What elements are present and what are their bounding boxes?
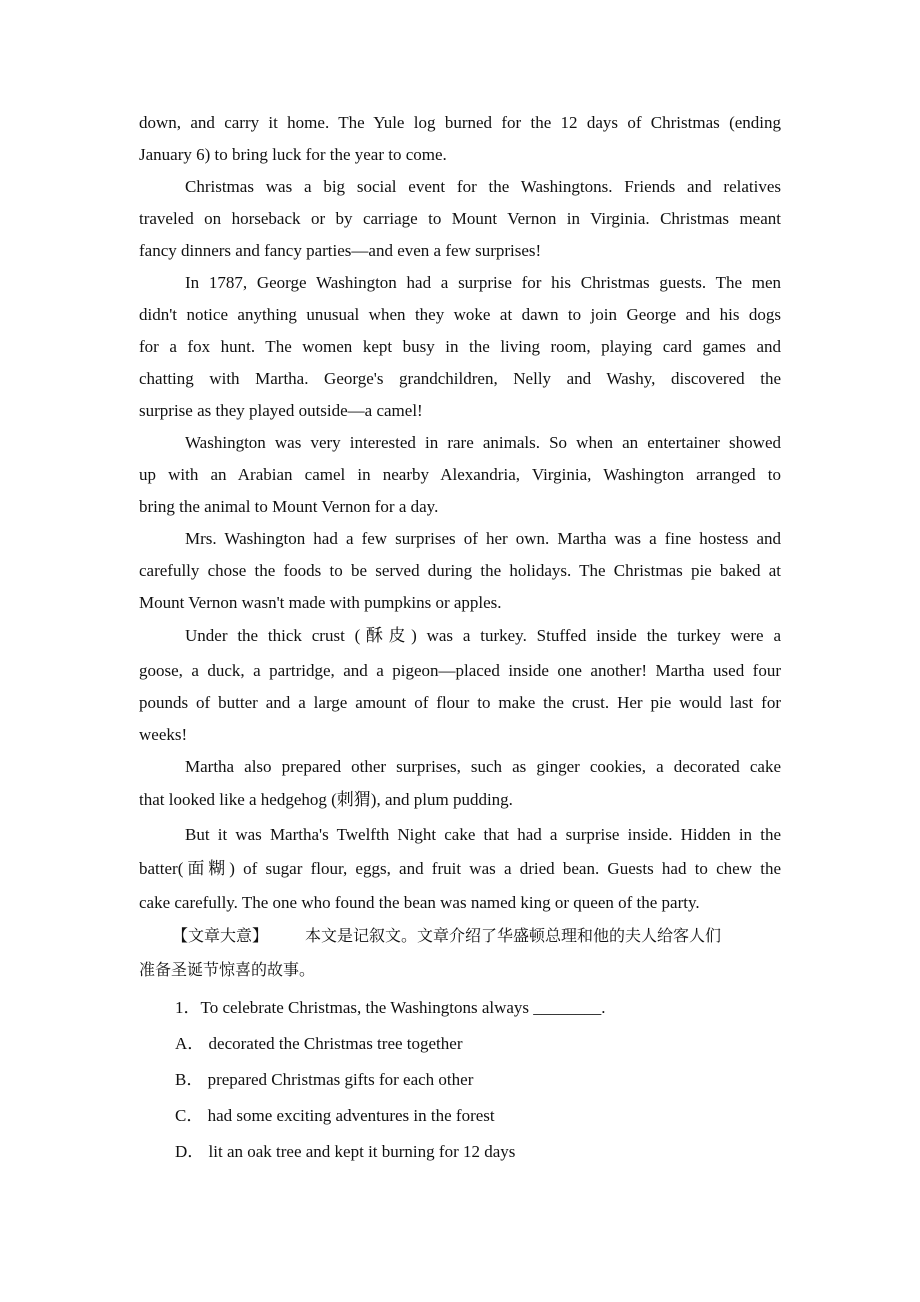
paragraph-4-line-1: Washington was very interested in rare animals. So when an entertainer showed	[185, 433, 781, 452]
summary-text-line-1: 本文是记叙文。文章介绍了华盛顿总理和他的夫人给客人们	[305, 926, 722, 945]
option-c: C． had some exciting adventures in the forest	[175, 1106, 495, 1125]
summary-text-line-2: 准备圣诞节惊喜的故事。	[139, 960, 316, 979]
summary-label: 【文章大意】	[172, 926, 269, 945]
paragraph-7-line-2: that looked like a hedgehog (刺猬), and plum pudding.	[139, 790, 513, 809]
paragraph-3-line-1: In 1787, George Washington had a surprise for his Christmas guests. The men	[185, 273, 781, 292]
option-b: B． prepared Christmas gifts for each other	[175, 1070, 474, 1089]
paragraph-2-line-3: fancy dinners and fancy parties—and even a few surprises!	[139, 241, 542, 260]
paragraph-1-line-1: down, and carry it home. The Yule log burned for the 12 days of Christmas (ending	[139, 113, 781, 132]
paragraph-5-line-2: carefully chose the foods to be served during the holidays. The Christmas pie baked at	[139, 561, 781, 580]
paragraph-8-line-2: batter(面糊) of sugar flour, eggs, and fruit was a dried bean. Guests had to chew the	[139, 859, 781, 878]
paragraph-3-line-5: surprise as they played outside—a camel!	[139, 401, 423, 420]
paragraph-2-line-2: traveled on horseback or by carriage to Mount Vernon in Virginia. Christmas meant	[139, 209, 781, 228]
paragraph-5-line-1: Mrs. Washington had a few surprises of her own. Martha was a fine hostess and	[185, 529, 781, 548]
paragraph-2-line-1: Christmas was a big social event for the Washingtons. Friends and relatives	[185, 177, 781, 196]
question-stem: 1．To celebrate Christmas, the Washingtons always ________.	[175, 998, 606, 1017]
paragraph-7-line-1: Martha also prepared other surprises, such as ginger cookies, a decorated cake	[185, 757, 781, 776]
paragraph-4-line-2: up with an Arabian camel in nearby Alexandria, Virginia, Washington arranged to	[139, 465, 781, 484]
paragraph-6-line-3: pounds of butter and a large amount of flour to make the crust. Her pie would last for	[139, 693, 781, 712]
paragraph-3-line-3: for a fox hunt. The women kept busy in the living room, playing card games and	[139, 337, 781, 356]
paragraph-4-line-3: bring the animal to Mount Vernon for a day.	[139, 497, 439, 516]
paragraph-5-line-3: Mount Vernon wasn't made with pumpkins or apples.	[139, 593, 502, 612]
paragraph-6-line-2: goose, a duck, a partridge, and a pigeon—placed inside one another! Martha used four	[139, 661, 781, 680]
paragraph-3-line-4: chatting with Martha. George's grandchildren, Nelly and Washy, discovered the	[139, 369, 781, 388]
option-d: D． lit an oak tree and kept it burning for 12 days	[175, 1142, 516, 1161]
paragraph-6-line-4: weeks!	[139, 725, 188, 744]
paragraph-6-line-1: Under the thick crust (酥皮) was a turkey. Stuffed inside the turkey were a	[185, 626, 781, 645]
option-a: A． decorated the Christmas tree together	[175, 1034, 463, 1053]
paragraph-1-line-2: January 6) to bring luck for the year to come.	[139, 145, 447, 164]
paragraph-8-line-1: But it was Martha's Twelfth Night cake that had a surprise inside. Hidden in the	[185, 825, 781, 844]
paragraph-8-line-3: cake carefully. The one who found the bean was named king or queen of the party.	[139, 893, 700, 912]
paragraph-3-line-2: didn't notice anything unusual when they woke at dawn to join George and his dogs	[139, 305, 781, 324]
